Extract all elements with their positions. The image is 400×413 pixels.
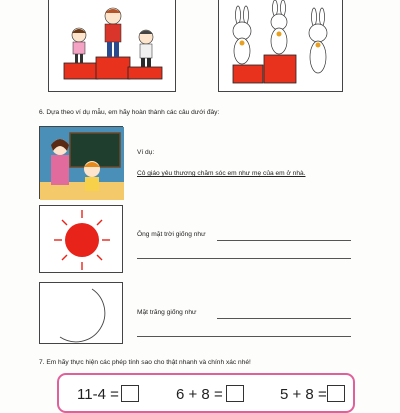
children-podium-illustration	[49, 0, 177, 93]
sun-icon	[40, 206, 124, 274]
math-answer-box-1[interactable]	[121, 385, 139, 402]
example-label: Ví dụ:	[137, 149, 155, 156]
moon-icon	[40, 283, 124, 345]
example-sentence: Cô giáo yêu thương chăm sóc em như mẹ của em ở nhà.	[137, 170, 306, 177]
rabbits-podium-picture	[218, 0, 343, 92]
sun-answer-line-2[interactable]	[137, 258, 351, 259]
math-expression-2: 6 + 8 =	[176, 386, 223, 403]
teacher-child-picture	[39, 126, 123, 199]
moon-picture	[39, 282, 123, 344]
teacher-child-illustration	[40, 127, 124, 200]
sun-picture	[39, 205, 123, 273]
moon-prompt: Mặt trăng giống như	[137, 309, 197, 316]
math-expression-1: 11-4 =	[77, 386, 119, 403]
section-7-heading: 7. Em hãy thực hiện các phép tính sao cho thật nhanh và chính xác nhé!	[39, 359, 251, 366]
section-6-heading: 6. Dựa theo ví dụ mẫu, em hãy hoàn thành các câu dưới đây:	[39, 109, 220, 116]
rabbits-podium-illustration	[219, 0, 344, 93]
moon-answer-line-2[interactable]	[137, 336, 351, 337]
moon-answer-line-1[interactable]	[217, 318, 351, 319]
math-answer-box-3[interactable]	[327, 385, 345, 402]
sun-answer-line-1[interactable]	[217, 240, 351, 241]
children-podium-picture	[48, 0, 176, 92]
math-expression-3: 5 + 8 =	[280, 386, 327, 403]
sun-prompt: Ông mặt trời giống như	[137, 231, 206, 238]
math-answer-box-2[interactable]	[226, 385, 244, 402]
